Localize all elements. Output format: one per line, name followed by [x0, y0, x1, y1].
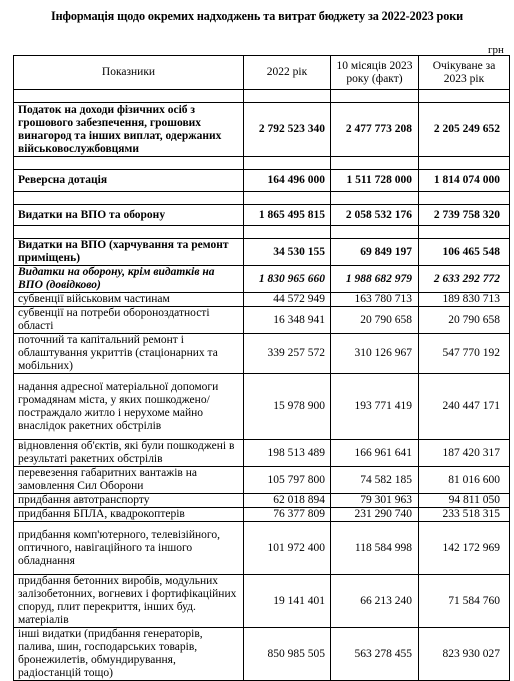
value-expected: 20 790 658 [419, 307, 510, 334]
value-expected: 547 770 192 [419, 334, 510, 374]
row-label: субвенції військовим частинам [14, 293, 244, 307]
unit-label: грн [488, 44, 504, 56]
value-2022: 76 377 809 [244, 508, 331, 522]
value-10-months: 1 511 728 000 [331, 170, 419, 192]
value-10-months: 118 584 998 [331, 522, 419, 575]
row-label: придбання бетонних виробів, модульних залізобетонних, вогневих і фортифікаційних споруд, плит перекриття, інших буд. матеріалів [14, 575, 244, 628]
value-2022: 198 513 489 [244, 440, 331, 467]
header-indicators: Показники [14, 56, 244, 90]
value-2022: 339 257 572 [244, 334, 331, 374]
value-10-months: 66 213 240 [331, 575, 419, 628]
page-title: Інформація щодо окремих надходжень та витрат бюджету за 2022-2023 роки [50, 9, 464, 23]
value-2022: 164 496 000 [244, 170, 331, 192]
value-expected: 71 584 760 [419, 575, 510, 628]
value-expected: 233 518 315 [419, 508, 510, 522]
table-row [14, 334, 510, 374]
value-2022: 44 572 949 [244, 293, 331, 307]
value-2022: 34 530 155 [244, 239, 331, 266]
row-label: поточний та капітальний ремонт і облаштування укриттів (стаціонарних та мобільних) [14, 334, 244, 374]
row-label: надання адресної матеріальної допомоги громадянам міста, у яких пошкоджено/постраждало житло і нерухоме майно внаслідок ракетних обстрілів [14, 374, 244, 440]
header-expected-2023: Очікуване за 2023 рік [419, 56, 510, 90]
spacer-row [14, 226, 510, 239]
value-2022: 19 141 401 [244, 575, 331, 628]
value-10-months: 20 790 658 [331, 307, 419, 334]
value-10-months: 74 582 185 [331, 467, 419, 494]
table-row [14, 239, 510, 266]
spacer-row [14, 192, 510, 205]
value-10-months: 2 058 532 176 [331, 205, 419, 226]
table-row [14, 575, 510, 628]
value-2022: 1 865 495 815 [244, 205, 331, 226]
table-row [14, 293, 510, 307]
value-expected: 187 420 317 [419, 440, 510, 467]
value-2022: 850 985 505 [244, 628, 331, 681]
value-2022: 2 792 523 340 [244, 103, 331, 157]
table-row [14, 374, 510, 440]
value-10-months: 166 961 641 [331, 440, 419, 467]
row-label: придбання комп'ютерного, телевізійного, оптичного, навігаційного та іншого обладнання [14, 522, 244, 575]
row-label: субвенції на потреби обороноздатності області [14, 307, 244, 334]
table-row [14, 266, 510, 293]
value-expected: 106 465 548 [419, 239, 510, 266]
table-row [14, 494, 510, 508]
value-2022: 105 797 800 [244, 467, 331, 494]
value-expected: 1 814 074 000 [419, 170, 510, 192]
header-10-months-2023: 10 місяців 2023 року (факт) [331, 56, 419, 90]
value-10-months: 2 477 773 208 [331, 103, 419, 157]
row-label: придбання автотранспорту [14, 494, 244, 508]
spacer-row [14, 90, 510, 103]
table-row [14, 522, 510, 575]
table-row [14, 103, 510, 157]
table-row [14, 628, 510, 681]
value-expected: 2 633 292 772 [419, 266, 510, 293]
spacer-row [14, 157, 510, 170]
value-10-months: 69 849 197 [331, 239, 419, 266]
value-expected: 240 447 171 [419, 374, 510, 440]
row-label: придбання БПЛА, квадрокоптерів [14, 508, 244, 522]
value-2022: 1 830 965 660 [244, 266, 331, 293]
row-label: Податок на доходи фізичних осіб з грошового забезпечення, грошових винагород та інших виплат, одержаних військовослужбовцями [14, 103, 244, 157]
row-label: Видатки на ВПО (харчування та ремонт приміщень) [14, 239, 244, 266]
value-2022: 15 978 900 [244, 374, 331, 440]
value-expected: 94 811 050 [419, 494, 510, 508]
row-label: Видатки на оборону, крім видатків на ВПО (довідково) [14, 266, 244, 293]
value-expected: 823 930 027 [419, 628, 510, 681]
value-expected: 81 016 600 [419, 467, 510, 494]
row-label: перевезення габаритних вантажів на замовлення Сил Оборони [14, 467, 244, 494]
value-expected: 142 172 969 [419, 522, 510, 575]
header-2022: 2022 рік [244, 56, 331, 90]
value-expected: 2 205 249 652 [419, 103, 510, 157]
value-10-months: 163 780 713 [331, 293, 419, 307]
row-label: Видатки на ВПО та оборону [14, 205, 244, 226]
value-10-months: 1 988 682 979 [331, 266, 419, 293]
value-expected: 2 739 758 320 [419, 205, 510, 226]
row-label: відновлення об'єктів, які були пошкоджені в результаті ракетних обстрілів [14, 440, 244, 467]
value-2022: 101 972 400 [244, 522, 331, 575]
table-row [14, 440, 510, 467]
table-row [14, 467, 510, 494]
table-row [14, 307, 510, 334]
row-label: Реверсна дотація [14, 170, 244, 192]
budget-table [13, 55, 510, 681]
value-10-months: 563 278 455 [331, 628, 419, 681]
value-10-months: 193 771 419 [331, 374, 419, 440]
table-row [14, 205, 510, 226]
row-label: інші видатки (придбання генераторів, палива, шин, господарських товарів, бронежилетів, обмундирування, радіостанцій тощо) [14, 628, 244, 681]
value-10-months: 79 301 963 [331, 494, 419, 508]
value-2022: 16 348 941 [244, 307, 331, 334]
value-2022: 62 018 894 [244, 494, 331, 508]
value-10-months: 310 126 967 [331, 334, 419, 374]
table-row [14, 170, 510, 192]
value-10-months: 231 290 740 [331, 508, 419, 522]
value-expected: 189 830 713 [419, 293, 510, 307]
table-row [14, 508, 510, 522]
